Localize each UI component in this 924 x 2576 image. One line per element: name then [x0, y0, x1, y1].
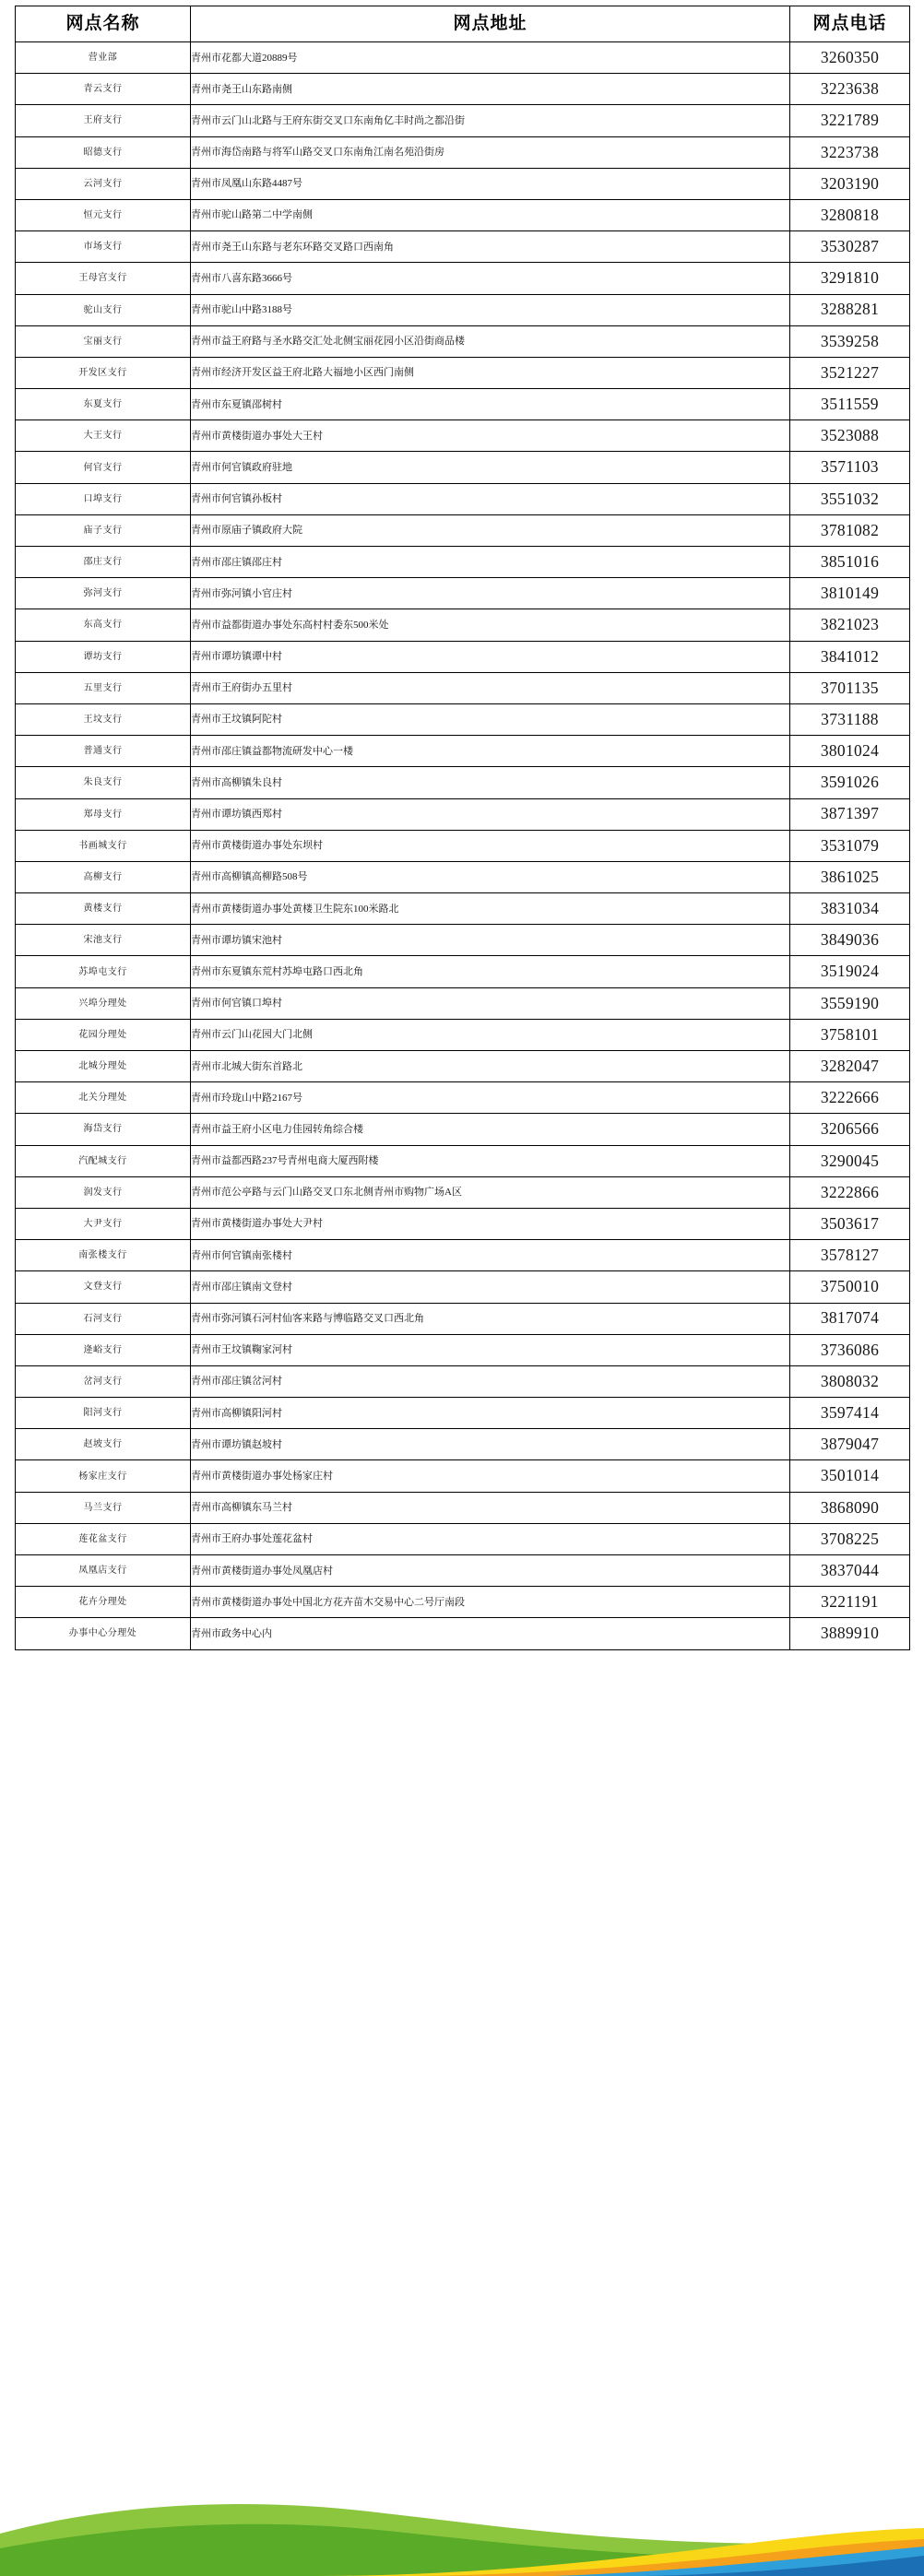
cell-branch-name: 海岱支行: [16, 1114, 191, 1145]
cell-branch-phone: 3821023: [790, 609, 910, 641]
cell-branch-name: 邵庄支行: [16, 547, 191, 578]
cell-branch-address: 青州市高柳镇高柳路508号: [191, 861, 790, 892]
table-row: [16, 1145, 910, 1176]
table-row: [16, 483, 910, 514]
table-row: [16, 389, 910, 420]
cell-branch-name: 书画城支行: [16, 830, 191, 861]
cell-branch-address: 青州市黄楼街道办事处东坝村: [191, 830, 790, 861]
table-row: [16, 1019, 910, 1050]
column-header-branch-phone: 网点电话: [790, 6, 910, 42]
cell-branch-phone: 3288281: [790, 294, 910, 325]
cell-branch-phone: 3781082: [790, 514, 910, 546]
cell-branch-phone: 3889910: [790, 1618, 910, 1649]
cell-branch-name: 东夏支行: [16, 389, 191, 420]
cell-branch-phone: 3551032: [790, 483, 910, 514]
cell-branch-name: 何官支行: [16, 452, 191, 483]
cell-branch-phone: 3530287: [790, 231, 910, 263]
cell-branch-name: 营业部: [16, 42, 191, 74]
cell-branch-address: 青州市黄楼街道办事处杨家庄村: [191, 1460, 790, 1492]
cell-branch-address: 青州市花都大道20889号: [191, 42, 790, 74]
table-row: [16, 736, 910, 767]
table-row: [16, 199, 910, 230]
table-row: [16, 1114, 910, 1145]
table-row: [16, 798, 910, 830]
cell-branch-name: 庙子支行: [16, 514, 191, 546]
cell-branch-address: 青州市玲珑山中路2167号: [191, 1082, 790, 1114]
table-row: [16, 136, 910, 168]
table-row: [16, 1051, 910, 1082]
table-row: [16, 294, 910, 325]
cell-branch-phone: 3291810: [790, 263, 910, 294]
table-row: [16, 1208, 910, 1239]
cell-branch-address: 青州市王坟镇鞠家河村: [191, 1334, 790, 1365]
cell-branch-name: 郑母支行: [16, 798, 191, 830]
cell-branch-address: 青州市邵庄镇岔河村: [191, 1365, 790, 1397]
table-row: [16, 1523, 910, 1554]
table-row: [16, 547, 910, 578]
cell-branch-phone: 3758101: [790, 1019, 910, 1050]
cell-branch-address: 青州市黄楼街道办事处凤凰店村: [191, 1555, 790, 1587]
cell-branch-name: 北关分理处: [16, 1082, 191, 1114]
cell-branch-name: 宋池支行: [16, 925, 191, 956]
cell-branch-address: 青州市邵庄镇益都物流研发中心一楼: [191, 736, 790, 767]
table-row: [16, 578, 910, 609]
cell-branch-name: 杨家庄支行: [16, 1460, 191, 1492]
table-header: [16, 6, 910, 42]
cell-branch-name: 云河支行: [16, 168, 191, 199]
table-row: [16, 956, 910, 987]
table-row: [16, 1398, 910, 1429]
cell-branch-phone: 3511559: [790, 389, 910, 420]
cell-branch-name: 谭坊支行: [16, 641, 191, 672]
table-row: [16, 925, 910, 956]
table-row: [16, 703, 910, 735]
table-row: [16, 830, 910, 861]
ribbon-graphic: [0, 2491, 924, 2576]
cell-branch-phone: 3222866: [790, 1176, 910, 1208]
cell-branch-name: 弥河支行: [16, 578, 191, 609]
cell-branch-name: 口埠支行: [16, 483, 191, 514]
table-row: [16, 1429, 910, 1460]
cell-branch-address: 青州市海岱南路与将军山路交叉口东南角江南名苑沿街房: [191, 136, 790, 168]
cell-branch-name: 凤凰店支行: [16, 1555, 191, 1587]
cell-branch-name: 五里支行: [16, 672, 191, 703]
table-row: [16, 767, 910, 798]
cell-branch-address: 青州市何官镇孙板村: [191, 483, 790, 514]
cell-branch-phone: 3280818: [790, 199, 910, 230]
cell-branch-phone: 3831034: [790, 893, 910, 925]
cell-branch-address: 青州市谭坊镇西郑村: [191, 798, 790, 830]
cell-branch-address: 青州市尧王山东路与老东环路交叉路口西南角: [191, 231, 790, 263]
table-row: [16, 1587, 910, 1618]
cell-branch-phone: 3871397: [790, 798, 910, 830]
cell-branch-phone: 3539258: [790, 325, 910, 357]
cell-branch-address: 青州市云门山花园大门北侧: [191, 1019, 790, 1050]
cell-branch-phone: 3597414: [790, 1398, 910, 1429]
table-row: [16, 1334, 910, 1365]
cell-branch-phone: 3521227: [790, 357, 910, 388]
cell-branch-address: 青州市谭坊镇宋池村: [191, 925, 790, 956]
cell-branch-name: 岔河支行: [16, 1365, 191, 1397]
cell-branch-address: 青州市王坟镇阿陀村: [191, 703, 790, 735]
cell-branch-phone: 3531079: [790, 830, 910, 861]
table-row: [16, 1082, 910, 1114]
cell-branch-address: 青州市益王府小区电力佳园转角综合楼: [191, 1114, 790, 1145]
table-header-row: [16, 6, 910, 42]
cell-branch-address: 青州市何官镇政府驻地: [191, 452, 790, 483]
table-row: [16, 168, 910, 199]
table-row: [16, 641, 910, 672]
cell-branch-address: 青州市黄楼街道办事处大王村: [191, 420, 790, 452]
table-row: [16, 1618, 910, 1649]
cell-branch-phone: 3206566: [790, 1114, 910, 1145]
table-row: [16, 609, 910, 641]
cell-branch-phone: 3282047: [790, 1051, 910, 1082]
cell-branch-name: 青云支行: [16, 74, 191, 105]
cell-branch-phone: 3203190: [790, 168, 910, 199]
cell-branch-phone: 3578127: [790, 1240, 910, 1271]
cell-branch-name: 驼山支行: [16, 294, 191, 325]
cell-branch-address: 青州市弥河镇小官庄村: [191, 578, 790, 609]
cell-branch-phone: 3708225: [790, 1523, 910, 1554]
cell-branch-name: 王府支行: [16, 105, 191, 136]
table-row: [16, 514, 910, 546]
cell-branch-name: 石河支行: [16, 1303, 191, 1334]
cell-branch-name: 汽配城支行: [16, 1145, 191, 1176]
cell-branch-phone: 3868090: [790, 1492, 910, 1523]
cell-branch-name: 阳河支行: [16, 1398, 191, 1429]
cell-branch-phone: 3501014: [790, 1460, 910, 1492]
cell-branch-address: 青州市驼山中路3188号: [191, 294, 790, 325]
cell-branch-name: 逄峪支行: [16, 1334, 191, 1365]
cell-branch-address: 青州市凤凰山东路4487号: [191, 168, 790, 199]
cell-branch-name: 北城分理处: [16, 1051, 191, 1082]
cell-branch-phone: 3801024: [790, 736, 910, 767]
cell-branch-name: 办事中心分理处: [16, 1618, 191, 1649]
cell-branch-name: 南张楼支行: [16, 1240, 191, 1271]
cell-branch-name: 莲花盆支行: [16, 1523, 191, 1554]
table-row: [16, 231, 910, 263]
table-row: [16, 1303, 910, 1334]
table-row: [16, 105, 910, 136]
cell-branch-name: 花园分理处: [16, 1019, 191, 1050]
cell-branch-phone: 3841012: [790, 641, 910, 672]
cell-branch-name: 宝丽支行: [16, 325, 191, 357]
table-row: [16, 357, 910, 388]
cell-branch-address: 青州市尧王山东路南侧: [191, 74, 790, 105]
cell-branch-address: 青州市东夏镇邵树村: [191, 389, 790, 420]
cell-branch-name: 花卉分理处: [16, 1587, 191, 1618]
table-row: [16, 42, 910, 74]
cell-branch-name: 苏埠屯支行: [16, 956, 191, 987]
cell-branch-phone: 3260350: [790, 42, 910, 74]
cell-branch-phone: 3221789: [790, 105, 910, 136]
cell-branch-phone: 3571103: [790, 452, 910, 483]
table-row: [16, 74, 910, 105]
cell-branch-phone: 3223638: [790, 74, 910, 105]
cell-branch-address: 青州市益王府路与圣水路交汇处北侧宝丽花园小区沿街商品楼: [191, 325, 790, 357]
cell-branch-name: 王母宫支行: [16, 263, 191, 294]
cell-branch-phone: 3810149: [790, 578, 910, 609]
table-row: [16, 420, 910, 452]
cell-branch-name: 普通支行: [16, 736, 191, 767]
table-row: [16, 263, 910, 294]
cell-branch-address: 青州市云门山北路与王府东街交叉口东南角亿丰时尚之都沿街: [191, 105, 790, 136]
cell-branch-phone: 3731188: [790, 703, 910, 735]
cell-branch-phone: 3861025: [790, 861, 910, 892]
table-row: [16, 893, 910, 925]
cell-branch-address: 青州市益都西路237号青州电商大厦西附楼: [191, 1145, 790, 1176]
cell-branch-address: 青州市八喜东路3666号: [191, 263, 790, 294]
cell-branch-phone: 3519024: [790, 956, 910, 987]
table-row: [16, 987, 910, 1019]
cell-branch-address: 青州市邵庄镇邵庄村: [191, 547, 790, 578]
cell-branch-phone: 3849036: [790, 925, 910, 956]
cell-branch-address: 青州市黄楼街道办事处黄楼卫生院东100米路北: [191, 893, 790, 925]
cell-branch-address: 青州市谭坊镇谭中村: [191, 641, 790, 672]
decorative-ribbon-band: [0, 2491, 924, 2576]
cell-branch-address: 青州市驼山路第二中学南侧: [191, 199, 790, 230]
cell-branch-address: 青州市何官镇口埠村: [191, 987, 790, 1019]
cell-branch-phone: 3808032: [790, 1365, 910, 1397]
cell-branch-name: 恒元支行: [16, 199, 191, 230]
cell-branch-address: 青州市高柳镇朱良村: [191, 767, 790, 798]
cell-branch-name: 王坟支行: [16, 703, 191, 735]
cell-branch-address: 青州市北城大街东首路北: [191, 1051, 790, 1082]
cell-branch-address: 青州市弥河镇石河村仙客来路与博临路交叉口西北角: [191, 1303, 790, 1334]
cell-branch-phone: 3559190: [790, 987, 910, 1019]
cell-branch-name: 润发支行: [16, 1176, 191, 1208]
table-row: [16, 1240, 910, 1271]
cell-branch-phone: 3503617: [790, 1208, 910, 1239]
table-row: [16, 861, 910, 892]
cell-branch-phone: 3290045: [790, 1145, 910, 1176]
cell-branch-phone: 3879047: [790, 1429, 910, 1460]
cell-branch-address: 青州市经济开发区益王府北路大福地小区西门南侧: [191, 357, 790, 388]
cell-branch-phone: 3591026: [790, 767, 910, 798]
table-row: [16, 1492, 910, 1523]
cell-branch-address: 青州市黄楼街道办事处中国北方花卉苗木交易中心二号厅南段: [191, 1587, 790, 1618]
branch-directory-table: [15, 6, 910, 1650]
cell-branch-phone: 3221191: [790, 1587, 910, 1618]
cell-branch-name: 赵坡支行: [16, 1429, 191, 1460]
table-row: [16, 1460, 910, 1492]
table-row: [16, 452, 910, 483]
cell-branch-phone: 3817074: [790, 1303, 910, 1334]
cell-branch-name: 文登支行: [16, 1271, 191, 1303]
cell-branch-name: 昭德支行: [16, 136, 191, 168]
cell-branch-address: 青州市谭坊镇赵坡村: [191, 1429, 790, 1460]
cell-branch-address: 青州市王府街办五里村: [191, 672, 790, 703]
cell-branch-address: 青州市高柳镇东马兰村: [191, 1492, 790, 1523]
cell-branch-phone: 3223738: [790, 136, 910, 168]
table-row: [16, 1555, 910, 1587]
cell-branch-name: 朱良支行: [16, 767, 191, 798]
cell-branch-name: 开发区支行: [16, 357, 191, 388]
cell-branch-address: 青州市王府办事处莲花盆村: [191, 1523, 790, 1554]
table-body: [16, 42, 910, 1650]
cell-branch-address: 青州市黄楼街道办事处大尹村: [191, 1208, 790, 1239]
cell-branch-name: 兴埠分理处: [16, 987, 191, 1019]
cell-branch-address: 青州市政务中心内: [191, 1618, 790, 1649]
table-row: [16, 1176, 910, 1208]
table-row: [16, 1365, 910, 1397]
cell-branch-phone: 3750010: [790, 1271, 910, 1303]
cell-branch-name: 高柳支行: [16, 861, 191, 892]
cell-branch-address: 青州市何官镇南张楼村: [191, 1240, 790, 1271]
cell-branch-address: 青州市范公亭路与云门山路交叉口东北侧青州市购物广场A区: [191, 1176, 790, 1208]
cell-branch-name: 市场支行: [16, 231, 191, 263]
column-header-branch-name: 网点名称: [16, 6, 191, 42]
cell-branch-phone: 3736086: [790, 1334, 910, 1365]
cell-branch-phone: 3837044: [790, 1555, 910, 1587]
column-header-branch-address: 网点地址: [191, 6, 790, 42]
cell-branch-phone: 3851016: [790, 547, 910, 578]
cell-branch-phone: 3523088: [790, 420, 910, 452]
cell-branch-address: 青州市益都街道办事处东高村村委东500米处: [191, 609, 790, 641]
table-row: [16, 1271, 910, 1303]
cell-branch-name: 大尹支行: [16, 1208, 191, 1239]
cell-branch-address: 青州市邵庄镇南文登村: [191, 1271, 790, 1303]
table-row: [16, 325, 910, 357]
cell-branch-name: 马兰支行: [16, 1492, 191, 1523]
cell-branch-name: 黄楼支行: [16, 893, 191, 925]
table-row: [16, 672, 910, 703]
cell-branch-phone: 3701135: [790, 672, 910, 703]
cell-branch-name: 大王支行: [16, 420, 191, 452]
cell-branch-name: 东高支行: [16, 609, 191, 641]
cell-branch-address: 青州市原庙子镇政府大院: [191, 514, 790, 546]
cell-branch-address: 青州市高柳镇阳河村: [191, 1398, 790, 1429]
cell-branch-phone: 3222666: [790, 1082, 910, 1114]
cell-branch-address: 青州市东夏镇东荒村苏埠屯路口西北角: [191, 956, 790, 987]
branch-directory-table-wrapper: [15, 6, 909, 1650]
